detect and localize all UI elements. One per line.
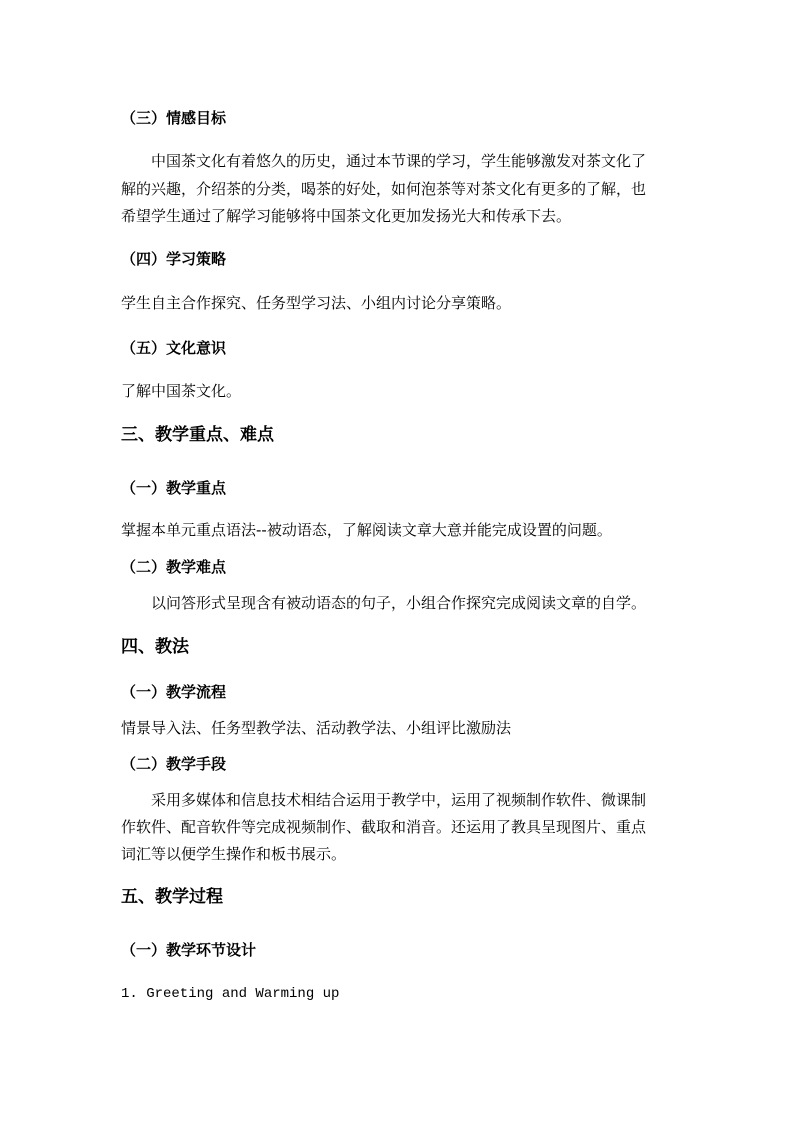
paragraph-line: 了解中国茶文化。 (121, 382, 242, 400)
chapter-heading-teaching-methods: 四、教法 (121, 637, 189, 657)
paragraph-line: 作软件、配音软件等完成视频制作、截取和消音。还运用了教具呈现图片、重点 (121, 818, 647, 836)
paragraph-line: 掌握本单元重点语法--被动语态，了解阅读文章大意并能完成设置的问题。 (121, 521, 612, 539)
paragraph-line: 情景导入法、任务型教学法、活动教学法、小组评比激励法 (121, 719, 512, 737)
section-heading-teaching-means: （二）教学手段 (121, 755, 227, 773)
paragraph-line: 中国茶文化有着悠久的历史，通过本节课的学习，学生能够激发对茶文化了 (151, 152, 647, 170)
chapter-heading-teaching-procedure: 五、教学过程 (121, 887, 223, 907)
section-heading-cultural-awareness: （五）文化意识 (121, 339, 227, 357)
paragraph-line: 学生自主合作探究、任务型学习法、小组内讨论分享策略。 (121, 294, 512, 312)
section-heading-learning-strategy: （四）学习策略 (121, 250, 227, 268)
section-heading-teaching-focus: （一）教学重点 (121, 479, 227, 497)
section-heading-emotion-goals: （三）情感目标 (121, 109, 227, 127)
section-heading-step-design: （一）教学环节设计 (121, 941, 257, 959)
list-item-greeting: 1. Greeting and Warming up (121, 986, 340, 1002)
section-heading-teaching-process: （一）教学流程 (121, 683, 227, 701)
section-heading-teaching-difficulty: （二）教学难点 (121, 558, 227, 576)
paragraph-line: 词汇等以便学生操作和板书展示。 (121, 845, 347, 863)
paragraph-line: 希望学生通过了解学习能够将中国茶文化更加发扬光大和传承下去。 (121, 207, 572, 225)
paragraph-line: 采用多媒体和信息技术相结合运用于教学中，运用了视频制作软件、微课制 (151, 791, 647, 809)
paragraph-line: 解的兴趣，介绍茶的分类，喝茶的好处，如何泡茶等对茶文化有更多的了解，也 (121, 180, 647, 198)
chapter-heading-key-points: 三、教学重点、难点 (121, 425, 274, 445)
paragraph-line: 以问答形式呈现含有被动语态的句子，小组合作探究完成阅读文章的自学。 (151, 594, 647, 612)
